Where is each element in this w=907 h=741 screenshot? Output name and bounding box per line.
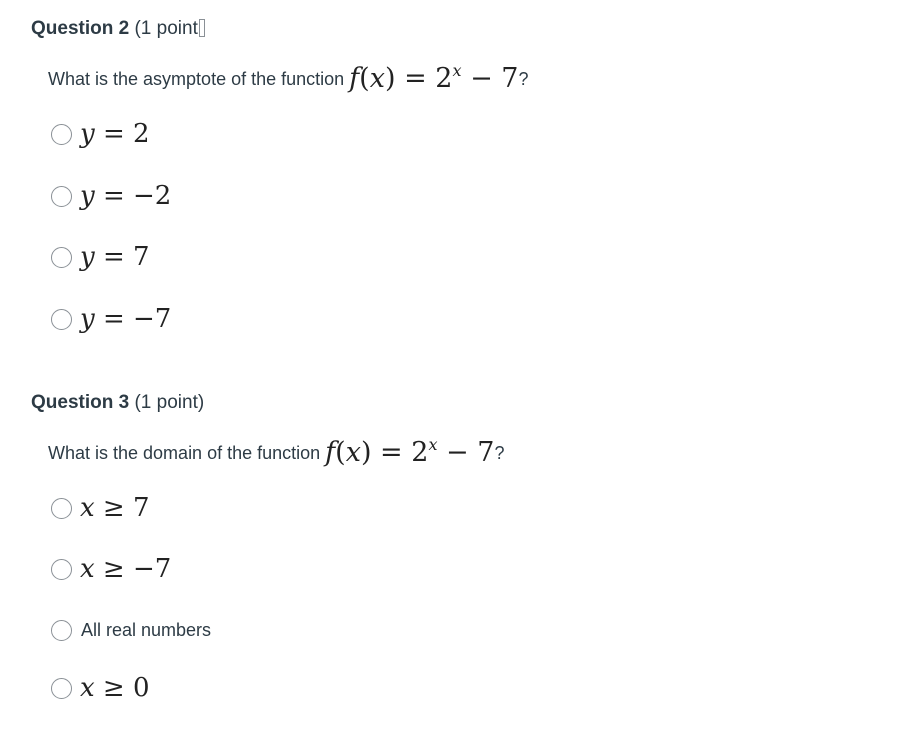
answer-option-label: y = 2 — [80, 119, 150, 149]
text-cursor-icon — [199, 19, 205, 37]
question-points: (1 point — [134, 18, 198, 39]
answer-option-label: x ≥ −7 — [80, 554, 172, 584]
radio-button[interactable] — [51, 309, 72, 330]
answer-option-label: y = −2 — [80, 181, 172, 211]
prompt-text: What is the domain of the function — [48, 443, 326, 463]
question-prompt — [48, 429, 504, 469]
answer-option-label: x ≥ 0 — [80, 673, 150, 703]
prompt-math: $f(x) = 2^x - 7$ — [349, 61, 519, 94]
prompt-math: $f(x) = 2^x - 7$ — [325, 435, 495, 468]
prompt-end: ? — [518, 69, 529, 89]
prompt-text: What is the asymptote of the function — [48, 69, 350, 89]
radio-button[interactable] — [51, 186, 72, 207]
prompt-end: ? — [494, 443, 505, 463]
answer-option-3[interactable] — [51, 615, 211, 645]
question-label: Question 2 — [31, 18, 130, 39]
question-header — [31, 17, 205, 41]
answer-option-label: y = 7 — [80, 242, 150, 272]
answer-option-4[interactable] — [51, 673, 150, 703]
question-prompt — [48, 55, 528, 95]
prompt-math-rhs: − 7 — [437, 437, 495, 468]
answer-option-2[interactable] — [51, 554, 171, 584]
answer-option-label: y = −7 — [80, 304, 172, 334]
radio-button[interactable] — [51, 498, 72, 519]
answer-option-4[interactable] — [51, 304, 171, 334]
answer-option-1[interactable] — [51, 119, 150, 149]
answer-option-label: All real numbers — [81, 619, 212, 640]
radio-button[interactable] — [51, 678, 72, 699]
question-header — [31, 391, 204, 415]
radio-button[interactable] — [51, 559, 72, 580]
question-label: Question 3 — [31, 392, 130, 413]
radio-button[interactable] — [51, 247, 72, 268]
prompt-exponent: x — [452, 61, 462, 80]
answer-option-label: x ≥ 7 — [80, 493, 150, 523]
answer-option-2[interactable] — [51, 181, 171, 211]
prompt-exponent: x — [428, 435, 438, 454]
answer-option-3[interactable] — [51, 242, 150, 272]
radio-button[interactable] — [51, 620, 72, 641]
radio-button[interactable] — [51, 124, 72, 145]
answer-option-1[interactable] — [51, 493, 150, 523]
question-points: (1 point) — [134, 392, 205, 413]
prompt-math-rhs: − 7 — [461, 63, 519, 94]
